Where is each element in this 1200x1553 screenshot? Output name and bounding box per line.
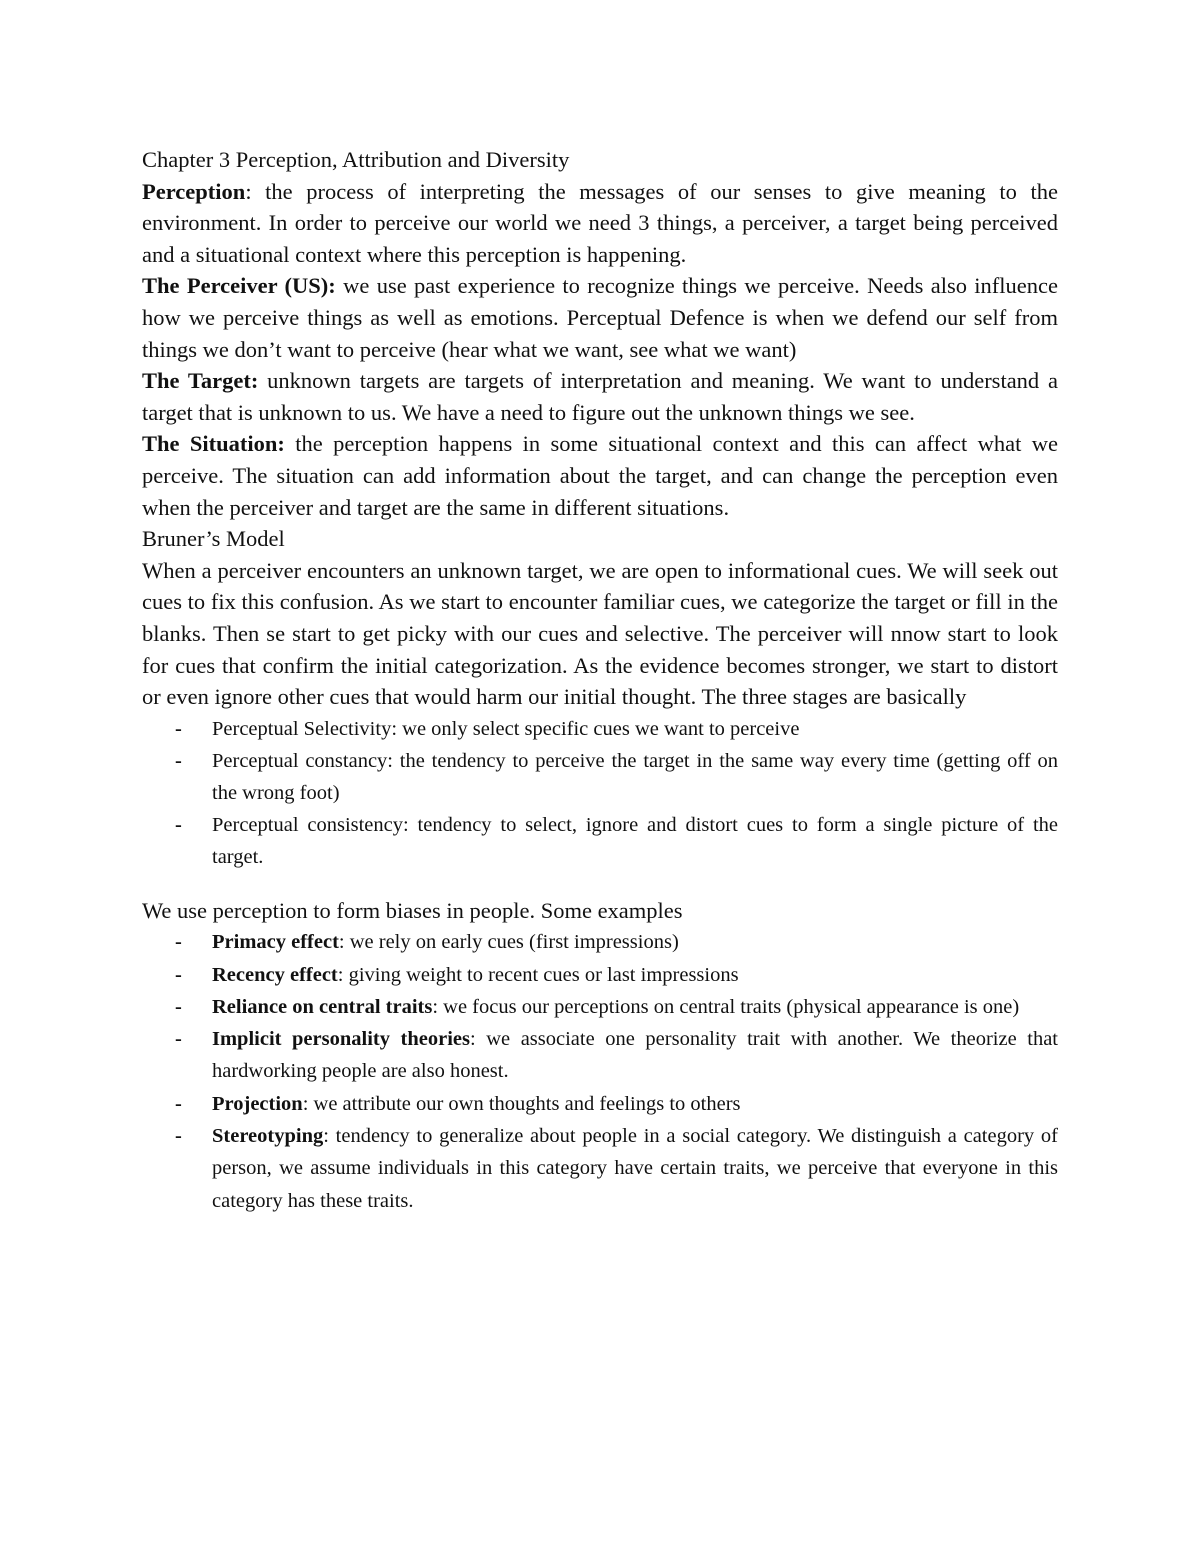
bias-term: Stereotyping [212,1125,324,1148]
bias-text: : we rely on early cues (first impressions) [338,931,679,954]
bullet-dash: - [175,1092,182,1115]
list-item [142,991,1058,1023]
bias-text: : tendency to generalize about people in a social category. We distinguish a category of person, we assume individuals in this category have certain traits, we perceive that everyone in this category has these traits. [212,1125,1058,1212]
list-item [142,809,1058,873]
bias-heading: We use perception to form biases in people. Some examples [142,897,683,923]
list-item [142,1120,1058,1217]
term-target: The Target: [142,368,259,394]
paragraph-perception [142,176,1058,271]
definition-perceiver: we use past experience to recognize things we perceive. Needs also influence how we perceive things as well as emotions. Perceptual Defence is when we defend our self from things we don’t want to perceive (hear what we want, see what we want) [142,273,1058,362]
term-situation: The Situation: [142,431,285,457]
bullet-dash: - [175,1028,182,1051]
bullet-dash: - [175,963,182,986]
chapter-title: Chapter 3 Perception, Attribution and Diversity [142,147,570,172]
bias-term: Projection [212,1092,303,1115]
stage-text: Perceptual consistency: tendency to select, ignore and distort cues to form a single picture of the target. [212,813,1058,868]
bias-term: Recency effect [212,963,338,986]
bullet-dash: - [175,717,182,740]
list-item [142,745,1058,809]
bias-text: : we focus our perceptions on central traits (physical appearance is one) [432,995,1020,1018]
document-page [142,144,1058,1217]
list-item [142,713,1058,745]
list-item [142,1023,1058,1088]
bias-text: : we associate one personality trait with another. We theorize that hardworking people are also honest. [212,1028,1058,1083]
list-item [142,1088,1058,1120]
list-item [142,959,1058,991]
bullet-dash: - [175,931,182,954]
term-perceiver: The Perceiver (US): [142,273,336,299]
paragraph-target [142,365,1058,428]
document-body [142,144,1058,713]
stage-text: Perceptual Selectivity: we only select specific cues we want to perceive [212,717,800,740]
bias-term: Reliance on central traits [212,995,433,1018]
bruner-heading: Bruner’s Model [142,526,285,552]
bullet-dash: - [175,1125,182,1148]
list-item [142,926,1058,958]
bullet-dash: - [175,813,182,836]
definition-perception: : the process of interpreting the messages of our senses to give meaning to the environment. In order to perceive our world we need 3 things, a perceiver, a target being perceived and a situational context where this perception is happening. [142,178,1058,267]
biases-list [142,926,1058,1217]
bullet-dash: - [175,749,182,772]
bias-term: Primacy effect [212,931,339,954]
bias-term: Implicit personality theories [212,1028,470,1051]
bruner-paragraph: When a perceiver encounters an unknown target, we are open to informational cues. We will seek out cues to fix this confusion. As we start to encounter familiar cues, we categorize the target or fill in the blanks. Then se start to get picky with our cues and selective. The perceiver will nnow start to look for cues that confirm the initial categorization. As the evidence becomes stronger, we start to distort or even ignore other cues that would harm our initial thought. The three stages are basically [142,557,1058,710]
bias-text: : giving weight to recent cues or last impressions [337,963,739,986]
bias-text: : we attribute our own thoughts and feelings to others [302,1092,741,1115]
term-perception: Perception [142,178,246,204]
bullet-dash: - [175,995,182,1018]
stages-list [142,713,1058,873]
paragraph-situation [142,428,1058,523]
definition-target: unknown targets are targets of interpretation and meaning. We want to understand a target that is unknown to us. We have a need to figure out the unknown things we see. [142,368,1058,425]
stage-text: Perceptual constancy: the tendency to perceive the target in the same way every time (getting off on the wrong foot) [212,749,1058,804]
paragraph-perceiver [142,270,1058,365]
definition-situation: the perception happens in some situational context and this can affect what we perceive. The situation can add information about the target, and can change the perception even when the perceiver and target are the same in different situations. [142,431,1059,520]
